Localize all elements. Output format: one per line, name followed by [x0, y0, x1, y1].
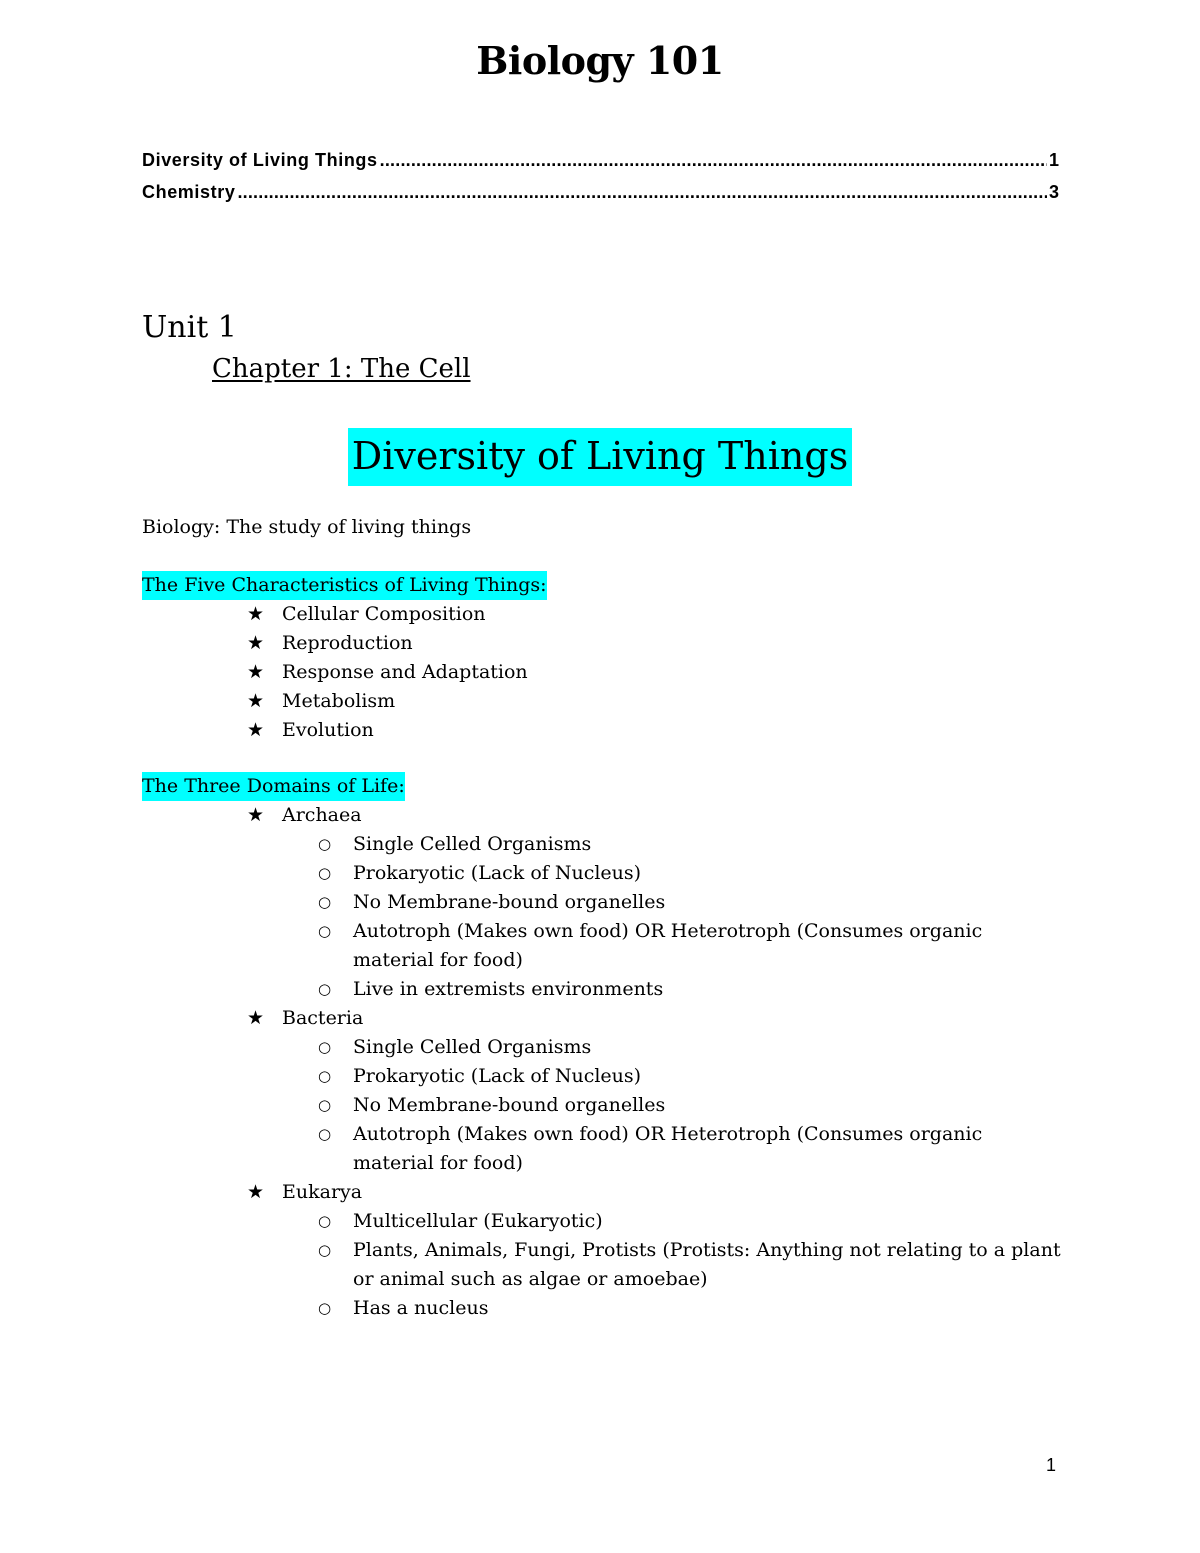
- circle-bullet-icon: ○: [318, 922, 332, 940]
- toc-entry-label: Chemistry: [142, 182, 236, 202]
- toc-entry-label: Diversity of Living Things: [142, 150, 378, 170]
- list-item-text: Live in extremists environments: [353, 978, 664, 1000]
- toc-entry-diversity[interactable]: [142, 150, 1059, 182]
- domains-heading: The Three Domains of Life:: [142, 772, 405, 801]
- section-heading: Diversity of Living Things: [348, 428, 852, 486]
- toc-entry-page: 3: [1048, 182, 1059, 202]
- star-bullet-icon: ★: [247, 632, 265, 654]
- star-bullet-icon: ★: [247, 661, 265, 683]
- list-item-text: Autotroph (Makes own food) OR Heterotroph (Consumes organic material for food): [353, 920, 983, 971]
- circle-bullet-icon: ○: [318, 1096, 332, 1114]
- circle-bullet-icon: ○: [318, 864, 332, 882]
- star-bullet-icon: ★: [247, 719, 265, 741]
- biology-definition: Biology: The study of living things: [142, 516, 472, 538]
- circle-bullet-icon: ○: [318, 980, 332, 998]
- circle-bullet-icon: ○: [318, 1125, 332, 1143]
- domain-name: Bacteria: [282, 1007, 364, 1029]
- star-bullet-icon: ★: [247, 1007, 265, 1029]
- toc-entry-chemistry[interactable]: [142, 182, 1059, 214]
- toc-leader-dots: [237, 182, 1047, 203]
- list-item-text: Reproduction: [282, 632, 413, 654]
- domain-name: Archaea: [282, 804, 362, 826]
- toc-entry-page: 1: [1048, 150, 1059, 170]
- star-bullet-icon: ★: [247, 603, 265, 625]
- circle-bullet-icon: ○: [318, 1038, 332, 1056]
- table-of-contents: [142, 150, 1059, 214]
- list-item-text: Plants, Animals, Fungi, Protists (Protists: Anything not relating to a plant or animal such as algae or amoebae): [353, 1239, 1061, 1290]
- list-item-text: Response and Adaptation: [282, 661, 528, 683]
- list-item-text: Metabolism: [282, 690, 396, 712]
- circle-bullet-icon: ○: [318, 1299, 332, 1317]
- list-item-text: Single Celled Organisms: [353, 833, 592, 855]
- chapter-heading: Chapter 1: The Cell: [212, 354, 471, 384]
- section-heading-container: [0, 428, 1200, 486]
- list-item-text: Prokaryotic (Lack of Nucleus): [353, 1065, 642, 1087]
- unit-heading: Unit 1: [142, 310, 237, 345]
- star-bullet-icon: ★: [247, 804, 265, 826]
- circle-bullet-icon: ○: [318, 835, 332, 853]
- circle-bullet-icon: ○: [318, 1067, 332, 1085]
- list-item-text: Autotroph (Makes own food) OR Heterotroph (Consumes organic material for food): [353, 1123, 983, 1174]
- page-number: 1: [1046, 1455, 1057, 1475]
- list-item-text: No Membrane-bound organelles: [353, 891, 666, 913]
- list-item-text: Multicellular (Eukaryotic): [353, 1210, 603, 1232]
- list-item-text: Single Celled Organisms: [353, 1036, 592, 1058]
- circle-bullet-icon: ○: [318, 1241, 332, 1259]
- star-bullet-icon: ★: [247, 1181, 265, 1203]
- list-item-text: Cellular Composition: [282, 603, 486, 625]
- circle-bullet-icon: ○: [318, 1212, 332, 1230]
- toc-leader-dots: [380, 150, 1047, 171]
- circle-bullet-icon: ○: [318, 893, 332, 911]
- list-item-text: No Membrane-bound organelles: [353, 1094, 666, 1116]
- star-bullet-icon: ★: [247, 690, 265, 712]
- characteristics-heading: The Five Characteristics of Living Things:: [142, 571, 547, 600]
- domain-name: Eukarya: [282, 1181, 363, 1203]
- list-item-text: Prokaryotic (Lack of Nucleus): [353, 862, 642, 884]
- list-item-text: Evolution: [282, 719, 374, 741]
- list-item-text: Has a nucleus: [353, 1297, 489, 1319]
- document-title: Biology 101: [476, 38, 724, 83]
